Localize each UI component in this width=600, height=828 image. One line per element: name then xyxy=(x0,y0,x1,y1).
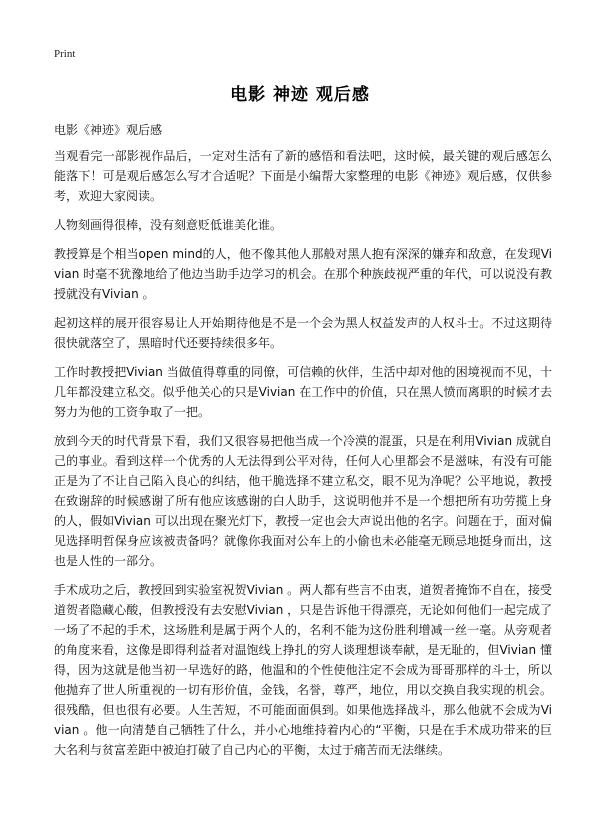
article-paragraph: 起初这样的展开很容易让人开始期待他是不是一个会为黑人权益发声的人权斗士。不过这期待很快就落空了，黑暗时代还要持续很多年。 xyxy=(54,316,552,350)
article-paragraph: 当观看完一部影视作品后，一定对生活有了新的感悟和看法吧，这时候，最关键的观后感怎么能落下！可是观后感怎么写才合适呢？下面是小编帮大家整理的电影《神迹》观后感，仅供参考，欢迎大家阅读。 xyxy=(54,149,552,203)
print-link[interactable]: Print xyxy=(54,48,76,60)
article-body xyxy=(54,146,552,769)
article-title: 电影 神迹 观后感 xyxy=(230,85,370,105)
article-paragraph: 教授算是个相当open mind的人，他不像其他人那般对黑人抱有深深的嫌弃和敌意，在发现Vivian 时毫不犹豫地给了他边当助手边学习的机会。在那个种族歧视严重的年代，可以说没有教授就没有Vivian 。 xyxy=(54,247,552,301)
article-subtitle: 电影《神迹》观后感 xyxy=(54,123,163,137)
article-paragraph: 手术成功之后，教授回到实验室祝贺Vivian 。两人都有些言不由衷，道贺者掩饰不自在，接受道贺者隐藏心酸，但教授没有去安慰Vivian ，只是告诉他干得漂亮，无论如何他们一起完成了一场了不起的手术，这场胜利是属于两个人的，名利不能为这份胜利增减一丝一毫。从旁观者的角度来看，这像是即得利益者对温饱线上挣扎的穷人谈理想谈奉献，是无耻的，但Vivian 懂得，因为这就是他当初一早选好的路，他温和的个性使他注定不会成为哥哥那样的斗士，所以他抛弃了世人所重视的一切有形价值，金钱，名誉，尊严，地位，用以交换自我实现的机会。很残酷，但也很有必要。人生苦短，不可能面面俱到。如果他选择战斗，那么他就不会成为Vivian 。他一向清楚自己牺牲了什么，并小心地维持着内心的“平衡，只是在手术成功带来的巨大名利与贫富差距中被迫打破了自己内心的平衡，太过于痛苦而无法继续。 xyxy=(54,583,552,757)
article-paragraph: 工作时教授把Vivian 当做值得尊重的同僚，可信赖的伙伴，生活中却对他的困境视而不见，十几年都没建立私交。似乎他关心的只是Vivian 在工作中的价值，只在黑人愤而离职的时候才去努力为他的工资争取了一把。 xyxy=(54,365,552,419)
article-paragraph: 放到今天的时代背景下看，我们又很容易把他当成一个冷漠的混蛋，只是在利用Vivian 成就自己的事业。看到这样一个优秀的人无法得到公平对待，任何人心里都会不是滋味，有没有可能正是为了不让自己陷入良心的纠结，他干脆选择不建立私交，眼不见为净呢？公平地说，教授在致谢辞的时候感谢了所有他应该感谢的白人助手，这说明他并不是一个想把所有功劳揽上身的人，假如Vivian 可以出现在聚光灯下，教授一定也会大声说出他的名字。问题在于，面对偏见选择明哲保身应该被责备吗？就像你我面对公车上的小偷也未必能毫无顾忌地挺身而出，这也是人性的一部分。 xyxy=(54,434,552,568)
article-paragraph: 人物刻画得很棒，没有刻意贬低谁美化谁。 xyxy=(54,218,283,232)
